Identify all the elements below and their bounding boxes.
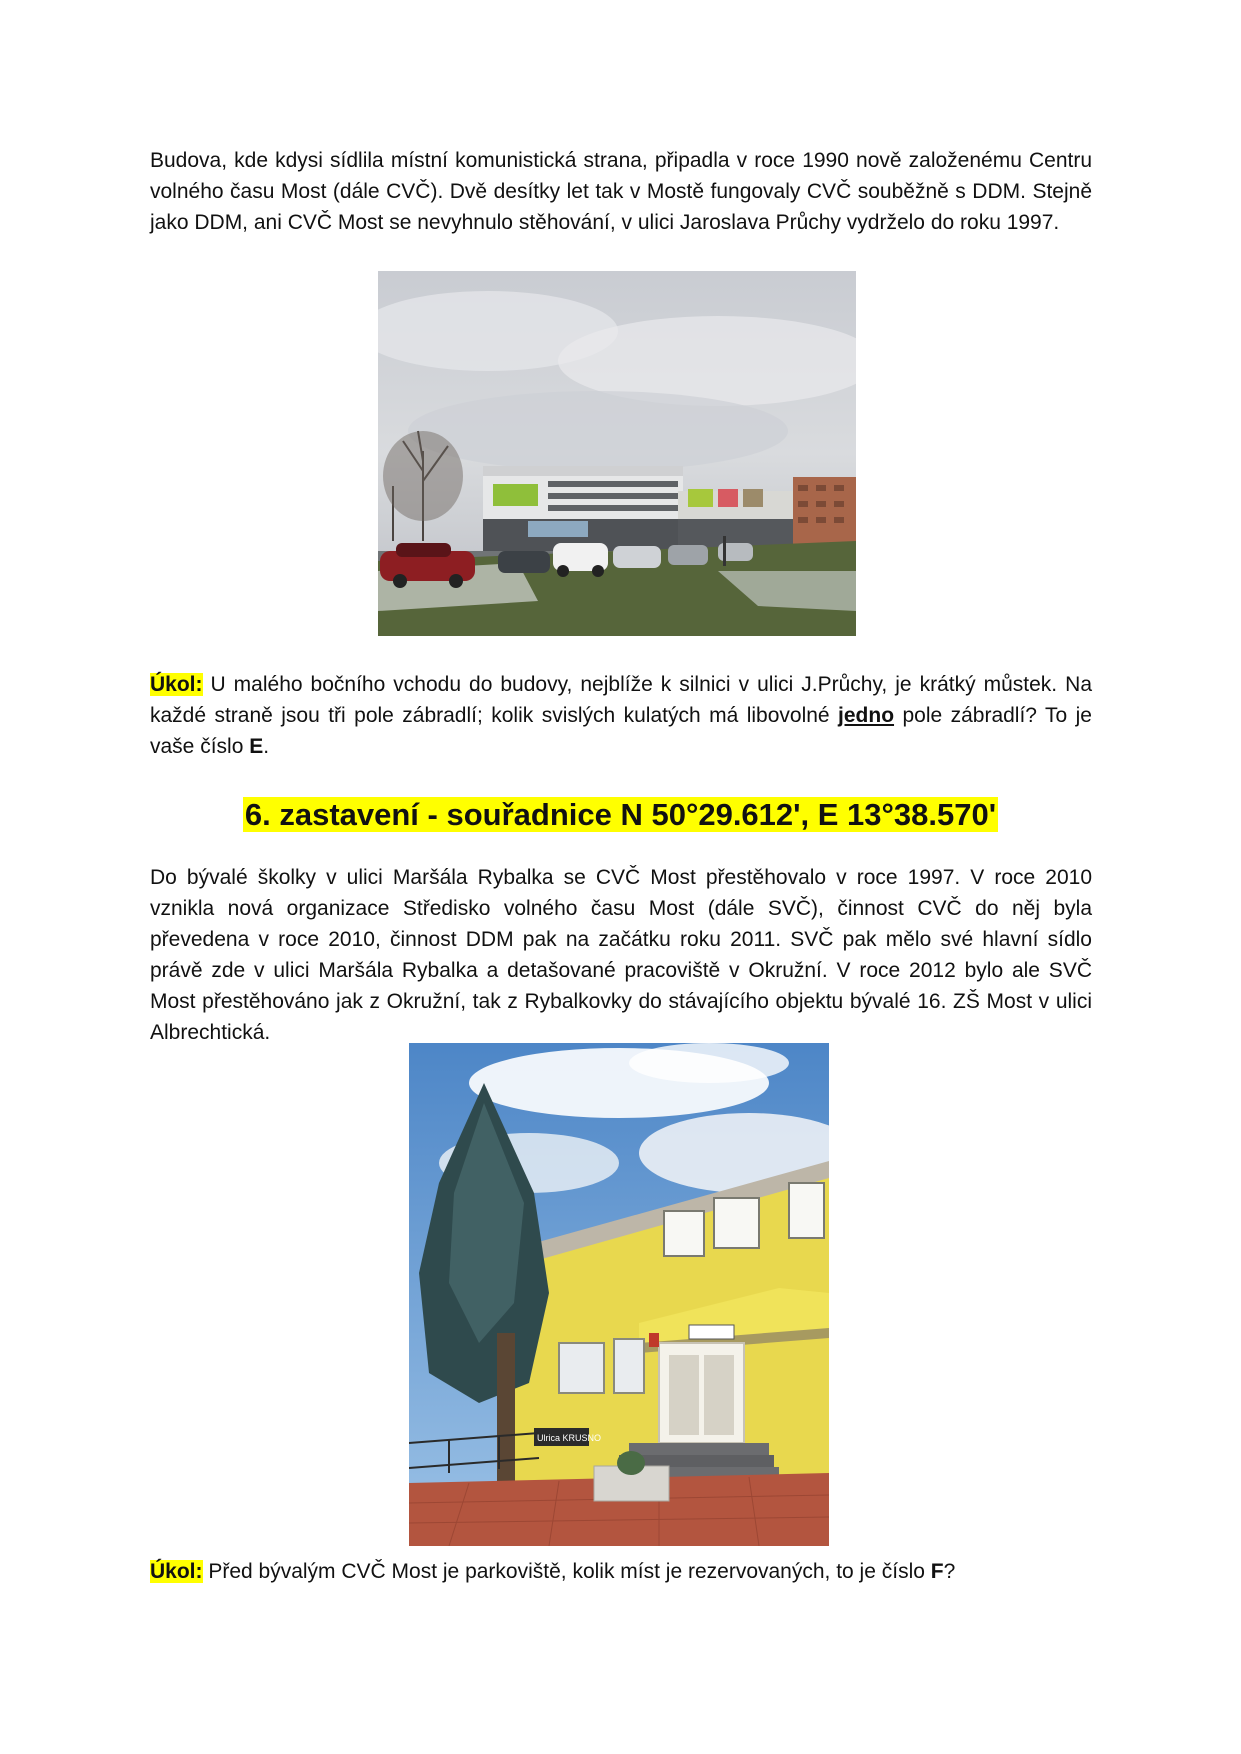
- task-f-paragraph: [150, 1556, 1092, 1587]
- stop-heading: [0, 795, 1241, 835]
- task-label: Úkol:: [150, 673, 203, 696]
- intro-paragraph: Budova, kde kdysi sídlila místní komunistická strana, připadla v roce 1990 nově založenému Centru volného času Most (dále CVČ). Dvě desítky let tak v Mostě fungovaly CVČ souběžně s DDM. Stejně jako DDM, ani CVČ Most se nevyhnulo stěhování, v ulici Jaroslava Průchy vydrželo do roku 1997.: [150, 149, 1092, 234]
- task-text: pole zábradlí? To je vaše číslo: [150, 704, 1092, 758]
- answer-letter-e: E: [249, 735, 264, 758]
- emphasis-jedno: jedno: [838, 704, 895, 727]
- stop-heading-text: 6. zastavení - souřadnice N 50°29.612', E 13°38.570': [244, 797, 997, 832]
- answer-letter-f: F: [930, 1560, 944, 1583]
- task-text: U malého bočního vchodu do budovy, nejblíže k silnici v ulici J.Průchy, je krátký můstek. Na každé straně jsou tři pole zábradlí; kolik svislých kulatých má libovolné: [150, 673, 1092, 727]
- task-e-paragraph: [150, 669, 1092, 762]
- task-text: .: [263, 735, 270, 758]
- history-paragraph: Do bývalé školky v ulici Maršála Rybalka se CVČ Most přestěhovalo v roce 1997. V roce 2010 vznikla nová organizace Středisko volného času Most (dále SVČ), činnost CVČ do něj byla převedena v roce 2010, činnost DDM pak na začátku roku 2011. SVČ pak mělo své hlavní sídlo právě zde v ulici Maršála Rybalka a detašované pracoviště v Okružní. V roce 2012 bylo ale SVČ Most přestěhováno jak z Okružní, tak z Rybalkovky do stávajícího objektu bývalé 16. ZŠ Most v ulici Albrechtická.: [150, 866, 1092, 1044]
- task-label: Úkol:: [150, 1560, 203, 1583]
- kindergarten-sign: Ulrica KRUSNO: [537, 1433, 602, 1443]
- photo-former-cvc-building: [378, 271, 856, 636]
- task-text: ?: [943, 1560, 956, 1583]
- task-text: Před bývalým CVČ Most je parkoviště, kolik míst je rezervovaných, to je číslo: [202, 1560, 931, 1583]
- photo-former-kindergarten: [409, 1043, 829, 1546]
